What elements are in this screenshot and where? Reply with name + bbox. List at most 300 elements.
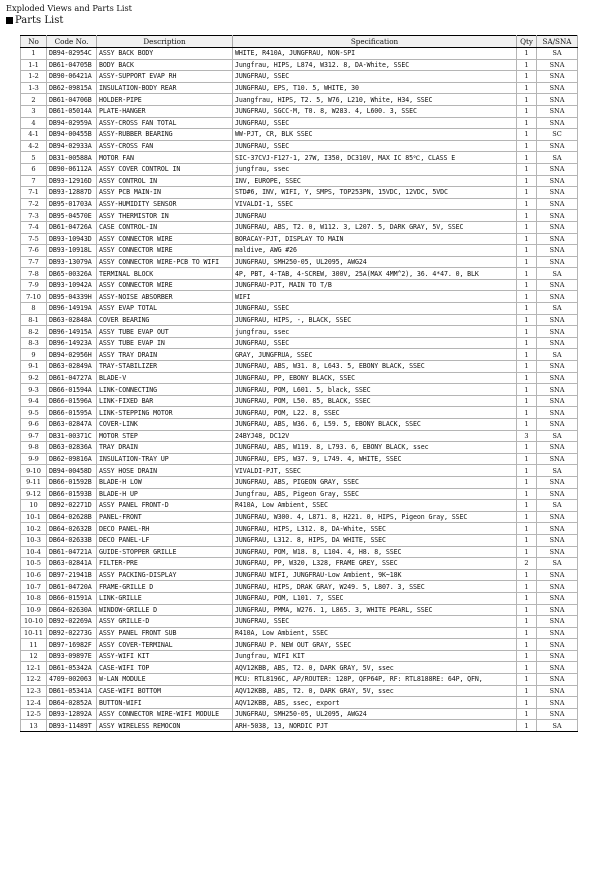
cell-no: 7-10 [21, 291, 47, 303]
table-row [21, 233, 578, 245]
table-row [21, 163, 578, 175]
cell-sa-sna: SNA [537, 523, 578, 535]
cell-sa-sna: SNA [537, 117, 578, 129]
cell-qty: 1 [517, 337, 537, 349]
cell-specification: JUNGFRAU, SMH250-05, UL2095, AWG24 [233, 256, 517, 268]
cell-no: 1-3 [21, 82, 47, 94]
cell-description: ASSY PACKING-DISPLAY [97, 569, 233, 581]
cell-no: 13 [21, 720, 47, 732]
cell-qty: 1 [517, 140, 537, 152]
cell-qty: 1 [517, 198, 537, 210]
cell-specification: WHITE, R410A, JUNGFRAU, NON-SPI [233, 48, 517, 60]
cell-qty: 1 [517, 569, 537, 581]
cell-code: DB90-06421A [47, 71, 97, 83]
cell-specification: JUNGFRAU, HIPS, -, BLACK, SSEC [233, 314, 517, 326]
column-header-code: Code No. [47, 36, 97, 48]
table-row [21, 314, 578, 326]
cell-description: ASSY PANEL FRONT-D [97, 500, 233, 512]
cell-sa-sna: SNA [537, 210, 578, 222]
cell-code: DB96-14915A [47, 326, 97, 338]
cell-no: 11 [21, 639, 47, 651]
cell-no: 4 [21, 117, 47, 129]
cell-qty: 1 [517, 163, 537, 175]
cell-qty: 1 [517, 291, 537, 303]
cell-description: MOTOR FAN [97, 152, 233, 164]
cell-qty: 1 [517, 500, 537, 512]
cell-qty: 1 [517, 117, 537, 129]
cell-no: 10-7 [21, 581, 47, 593]
cell-sa-sna: SNA [537, 221, 578, 233]
cell-qty: 1 [517, 627, 537, 639]
cell-no: 8 [21, 303, 47, 315]
cell-code: DB66-01593B [47, 488, 97, 500]
section-title-text: Parts List [15, 15, 64, 26]
table-row [21, 152, 578, 164]
cell-sa-sna: SNA [537, 650, 578, 662]
cell-description: ASSY CONNECTOR WIRE-WIFI MODULE [97, 708, 233, 720]
cell-no: 7-6 [21, 245, 47, 257]
cell-qty: 1 [517, 279, 537, 291]
cell-code: DB63-02836A [47, 442, 97, 454]
cell-sa-sna: SNA [537, 685, 578, 697]
section-title [6, 15, 63, 26]
cell-specification: AQV12KBB, ABS, ssec, export [233, 697, 517, 709]
cell-no: 9-1 [21, 361, 47, 373]
cell-qty: 1 [517, 442, 537, 454]
cell-no: 7-9 [21, 279, 47, 291]
cell-no: 10-1 [21, 511, 47, 523]
cell-qty: 3 [517, 430, 537, 442]
cell-no: 10-3 [21, 534, 47, 546]
table-row [21, 476, 578, 488]
cell-code: DB96-14919A [47, 303, 97, 315]
cell-description: ASSY COVER-TERMINAL [97, 639, 233, 651]
cell-description: GUIDE-STOPPER GRILLE [97, 546, 233, 558]
cell-qty: 1 [517, 152, 537, 164]
cell-code: DB94-02954C [47, 48, 97, 60]
cell-code: DB94-00458D [47, 465, 97, 477]
cell-code: DB61-05341A [47, 685, 97, 697]
cell-code: DB31-00371C [47, 430, 97, 442]
cell-specification: BORACAY-PJT, DISPLAY TO MAIN [233, 233, 517, 245]
table-row [21, 569, 578, 581]
cell-sa-sna: SA [537, 152, 578, 164]
cell-no: 4-1 [21, 129, 47, 141]
cell-specification: JUNGFRAU, POM, W18. 8, L104. 4, H8. 8, SSEC [233, 546, 517, 558]
cell-description: CASE-WIFI TOP [97, 662, 233, 674]
cell-specification: VIVALDI-1, SSEC [233, 198, 517, 210]
cell-no: 10-2 [21, 523, 47, 535]
cell-description: PANEL-FRONT [97, 511, 233, 523]
cell-sa-sna: SA [537, 465, 578, 477]
cell-description: BLADE-H UP [97, 488, 233, 500]
column-header-no: No [21, 36, 47, 48]
cell-sa-sna: SNA [537, 674, 578, 686]
cell-sa-sna: SA [537, 720, 578, 732]
table-row [21, 268, 578, 280]
cell-sa-sna: SNA [537, 395, 578, 407]
cell-code: DB61-04726A [47, 221, 97, 233]
cell-code: DB93-10943D [47, 233, 97, 245]
cell-qty: 1 [517, 650, 537, 662]
cell-description: TRAY-STABILIZER [97, 361, 233, 373]
cell-specification: JUNGFRAU, PMMA, W276. 1, L865. 3, WHITE PEARL, SSEC [233, 604, 517, 616]
table-row [21, 708, 578, 720]
cell-specification: MCU: RTL8196C, AP/ROUTER: 128P, QFP64P, RF: RTL8188RE: 64P, QFN, [233, 674, 517, 686]
cell-description: ASSY TUBE EVAP OUT [97, 326, 233, 338]
cell-specification: JUNGFRAU, POM, L101. 7, SSEC [233, 592, 517, 604]
cell-qty: 1 [517, 245, 537, 257]
cell-sa-sna: SNA [537, 476, 578, 488]
cell-code: DB93-09897E [47, 650, 97, 662]
cell-specification: SIC-37CVJ-F127-1, 27W, I350, DC310V, MAX IC 85℃, CLASS E [233, 152, 517, 164]
cell-code: DB62-09816A [47, 453, 97, 465]
table-row [21, 384, 578, 396]
table-row [21, 82, 578, 94]
cell-qty: 1 [517, 685, 537, 697]
cell-specification: JUNGFRAU, POM, L601. 5, black, SSEC [233, 384, 517, 396]
cell-description: ASSY CONNECTOR WIRE [97, 233, 233, 245]
cell-code: 4709-002063 [47, 674, 97, 686]
table-row [21, 326, 578, 338]
cell-sa-sna: SNA [537, 291, 578, 303]
cell-specification: JUNGFRAU, PP, EBONY BLACK, SSEC [233, 372, 517, 384]
cell-qty: 2 [517, 558, 537, 570]
cell-code: DB65-00326A [47, 268, 97, 280]
table-row [21, 105, 578, 117]
cell-description: ASSY COVER CONTROL IN [97, 163, 233, 175]
cell-description: TERMINAL BLOCK [97, 268, 233, 280]
table-row [21, 372, 578, 384]
cell-code: DB61-04727A [47, 372, 97, 384]
cell-sa-sna: SNA [537, 604, 578, 616]
cell-no: 9-3 [21, 384, 47, 396]
cell-description: ASSY-SUPPORT EVAP RH [97, 71, 233, 83]
cell-no: 8-2 [21, 326, 47, 338]
table-row [21, 129, 578, 141]
cell-description: LINK-STEPPING MOTOR [97, 407, 233, 419]
cell-no: 9-11 [21, 476, 47, 488]
table-row [21, 442, 578, 454]
cell-description: ASSY-CROSS FAN [97, 140, 233, 152]
cell-specification: 24BYJ48, DC12V [233, 430, 517, 442]
cell-specification: JUNGFRAU, SMH250-05, UL2095, AWG24 [233, 708, 517, 720]
cell-qty: 1 [517, 71, 537, 83]
cell-specification: Jungfrau, WIFI KIT [233, 650, 517, 662]
cell-sa-sna: SNA [537, 534, 578, 546]
cell-code: DB64-02633B [47, 534, 97, 546]
table-row [21, 94, 578, 106]
cell-code: DB63-02841A [47, 558, 97, 570]
table-row [21, 500, 578, 512]
cell-sa-sna: SNA [537, 581, 578, 593]
cell-specification: R410A, Low Ambient, SSEC [233, 627, 517, 639]
cell-code: DB95-01703A [47, 198, 97, 210]
table-row [21, 558, 578, 570]
cell-no: 12-3 [21, 685, 47, 697]
cell-specification: JUNGFRAU, POM, L22. 8, SSEC [233, 407, 517, 419]
cell-sa-sna: SNA [537, 419, 578, 431]
cell-sa-sna: SNA [537, 82, 578, 94]
cell-specification: JUNGFRAU, ABS, W119. 8, L793. 6, EBONY BLACK, ssec [233, 442, 517, 454]
cell-qty: 1 [517, 221, 537, 233]
cell-code: DB61-04706B [47, 94, 97, 106]
table-row [21, 662, 578, 674]
cell-description: ASSY TUBE EVAP IN [97, 337, 233, 349]
cell-qty: 1 [517, 175, 537, 187]
cell-qty: 1 [517, 384, 537, 396]
cell-specification: JUNGFRAU, ABS, W36. 6, L59. 5, EBONY BLACK, SSEC [233, 419, 517, 431]
cell-specification: JUNGFRAU, SSEC [233, 140, 517, 152]
cell-qty: 1 [517, 187, 537, 199]
cell-no: 9-12 [21, 488, 47, 500]
cell-code: DB62-09815A [47, 82, 97, 94]
cell-specification: JUNGFRAU-PJT, MAIN TO T/B [233, 279, 517, 291]
table-row [21, 245, 578, 257]
cell-specification: JUNGFRAU WIFI, JUNGFRAU-Low Ambient, 9K~18K [233, 569, 517, 581]
cell-description: ASSY CONNECTOR WIRE [97, 279, 233, 291]
cell-code: DB66-01596A [47, 395, 97, 407]
cell-specification: jungfrau, ssec [233, 326, 517, 338]
table-row [21, 117, 578, 129]
table-row [21, 639, 578, 651]
cell-code: DB92-02269A [47, 616, 97, 628]
cell-sa-sna: SNA [537, 175, 578, 187]
parts-table [20, 35, 578, 732]
cell-no: 12-4 [21, 697, 47, 709]
cell-sa-sna: SNA [537, 71, 578, 83]
table-row [21, 337, 578, 349]
cell-specification: JUNGFRAU, L312. 8, HIPS, DA WHITE, SSEC [233, 534, 517, 546]
cell-qty: 1 [517, 697, 537, 709]
cell-code: DB94-02933A [47, 140, 97, 152]
cell-description: TRAY DRAIN [97, 442, 233, 454]
column-header-qty: Qty [517, 36, 537, 48]
cell-description: ASSY HOSE DRAIN [97, 465, 233, 477]
cell-no: 10-9 [21, 604, 47, 616]
cell-sa-sna: SNA [537, 326, 578, 338]
cell-sa-sna: SNA [537, 163, 578, 175]
cell-no: 1-2 [21, 71, 47, 83]
cell-description: ASSY GRILLE-D [97, 616, 233, 628]
table-row [21, 650, 578, 662]
cell-description: LINK-FIXED BAR [97, 395, 233, 407]
cell-sa-sna: SNA [537, 314, 578, 326]
cell-specification: maldive, AWG #26 [233, 245, 517, 257]
cell-code: DB61-04721A [47, 546, 97, 558]
cell-code: DB93-12892A [47, 708, 97, 720]
table-row [21, 407, 578, 419]
table-row [21, 221, 578, 233]
cell-sa-sna: SNA [537, 616, 578, 628]
cell-qty: 1 [517, 105, 537, 117]
cell-no: 10-4 [21, 546, 47, 558]
table-row [21, 187, 578, 199]
cell-qty: 1 [517, 233, 537, 245]
cell-description: DECO PANEL-RH [97, 523, 233, 535]
cell-specification: 4P, PBT, 4-TAB, 4-SCREW, 300V, 25A(MAX 4MM^2), 36. 4*47. 0, BLK [233, 268, 517, 280]
cell-sa-sna: SNA [537, 59, 578, 71]
cell-no: 7-3 [21, 210, 47, 222]
cell-code: DB90-06112A [47, 163, 97, 175]
table-row [21, 465, 578, 477]
cell-description: ASSY BACK BODY [97, 48, 233, 60]
cell-qty: 1 [517, 465, 537, 477]
cell-specification: STD#6, INV, WIFI, Y, SMPS, TOP253PN, 15VDC, 12VDC, 5VDC [233, 187, 517, 199]
table-row [21, 419, 578, 431]
cell-description: ASSY-HUMIDITY SENSOR [97, 198, 233, 210]
cell-no: 10-6 [21, 569, 47, 581]
cell-sa-sna: SNA [537, 546, 578, 558]
cell-sa-sna: SA [537, 558, 578, 570]
cell-specification: Jungfrau, ABS, Pigeon Gray, SSEC [233, 488, 517, 500]
cell-sa-sna: SNA [537, 453, 578, 465]
cell-sa-sna: SNA [537, 708, 578, 720]
table-row [21, 674, 578, 686]
cell-code: DB92-02273G [47, 627, 97, 639]
table-row [21, 581, 578, 593]
cell-no: 7-5 [21, 233, 47, 245]
table-row [21, 395, 578, 407]
cell-specification: jungfrau, ssec [233, 163, 517, 175]
cell-no: 8-1 [21, 314, 47, 326]
cell-specification: JUNGFRAU, ABS, PIGEON GRAY, SSEC [233, 476, 517, 488]
cell-specification: JUNGFRAU, SSEC [233, 71, 517, 83]
cell-specification: JUNGFRAU, EPS, W37. 9, L749. 4, WHITE, SSEC [233, 453, 517, 465]
cell-sa-sna: SNA [537, 187, 578, 199]
cell-code: DB92-02271D [47, 500, 97, 512]
table-row [21, 616, 578, 628]
cell-no: 12-1 [21, 662, 47, 674]
cell-no: 12 [21, 650, 47, 662]
cell-qty: 1 [517, 534, 537, 546]
document-header: Exploded Views and Parts List [6, 3, 132, 13]
cell-no: 9-7 [21, 430, 47, 442]
cell-specification: JUNGFRAU, EPS, T10. 5, WHITE, 30 [233, 82, 517, 94]
cell-description: BLADE-H LOW [97, 476, 233, 488]
cell-no: 6 [21, 163, 47, 175]
cell-description: W-LAN MODULE [97, 674, 233, 686]
cell-description: PLATE-HANGER [97, 105, 233, 117]
column-header-specification: Specification [233, 36, 517, 48]
cell-sa-sna: SA [537, 268, 578, 280]
cell-sa-sna: SA [537, 500, 578, 512]
cell-sa-sna: SC [537, 129, 578, 141]
cell-specification: JUNGFRAU, POM, L50. 85, BLACK, SSEC [233, 395, 517, 407]
table-row [21, 453, 578, 465]
cell-description: INSULATION-BODY REAR [97, 82, 233, 94]
cell-description: INSULATION-TRAY UP [97, 453, 233, 465]
cell-description: LINK-GRILLE [97, 592, 233, 604]
cell-description: BUTTON-WIFI [97, 697, 233, 709]
cell-sa-sna: SA [537, 430, 578, 442]
cell-description: COVER BEARING [97, 314, 233, 326]
cell-sa-sna: SNA [537, 511, 578, 523]
cell-code: DB61-05342A [47, 662, 97, 674]
table-row [21, 210, 578, 222]
cell-no: 10-11 [21, 627, 47, 639]
table-row [21, 546, 578, 558]
cell-qty: 1 [517, 592, 537, 604]
column-header-sa-sna: SA/SNA [537, 36, 578, 48]
cell-no: 9 [21, 349, 47, 361]
cell-description: ASSY-RUBBER BEARING [97, 129, 233, 141]
cell-qty: 1 [517, 720, 537, 732]
cell-sa-sna: SNA [537, 372, 578, 384]
cell-no: 5 [21, 152, 47, 164]
cell-description: BODY BACK [97, 59, 233, 71]
cell-description: FILTER-PRE [97, 558, 233, 570]
cell-code: DB66-01591A [47, 592, 97, 604]
cell-code: DB64-02628B [47, 511, 97, 523]
table-row [21, 349, 578, 361]
cell-qty: 1 [517, 419, 537, 431]
cell-qty: 1 [517, 314, 537, 326]
cell-sa-sna: SA [537, 48, 578, 60]
cell-specification: JUNGFRAU, SSEC [233, 616, 517, 628]
cell-qty: 1 [517, 303, 537, 315]
cell-description: ASSY TRAY DRAIN [97, 349, 233, 361]
cell-code: DB64-02630A [47, 604, 97, 616]
cell-description: WINDOW-GRILLE D [97, 604, 233, 616]
cell-qty: 1 [517, 82, 537, 94]
cell-code: DB63-02849A [47, 361, 97, 373]
cell-sa-sna: SNA [537, 592, 578, 604]
cell-qty: 1 [517, 372, 537, 384]
cell-qty: 1 [517, 453, 537, 465]
cell-specification: JUNGFRAU, ABS, T2. 0, W112. 3, L207. 5, DARK GRAY, 5V, SSEC [233, 221, 517, 233]
column-header-description: Description [97, 36, 233, 48]
cell-qty: 1 [517, 708, 537, 720]
cell-sa-sna: SNA [537, 662, 578, 674]
cell-code: DB66-01595A [47, 407, 97, 419]
cell-no: 10 [21, 500, 47, 512]
cell-qty: 1 [517, 581, 537, 593]
cell-no: 7 [21, 175, 47, 187]
cell-description: HOLDER-PIPE [97, 94, 233, 106]
cell-specification: VIVALDI-PJT, SSEC [233, 465, 517, 477]
cell-description: DECO PANEL-LF [97, 534, 233, 546]
cell-sa-sna: SNA [537, 384, 578, 396]
cell-sa-sna: SNA [537, 361, 578, 373]
cell-no: 7-7 [21, 256, 47, 268]
cell-sa-sna: SNA [537, 245, 578, 257]
cell-specification: JUNGFRAU, SSEC [233, 337, 517, 349]
cell-specification: JUNGFRAU, SGCC-M, T0. 8, W283. 4, L600. 3, SSEC [233, 105, 517, 117]
cell-sa-sna: SNA [537, 198, 578, 210]
cell-qty: 1 [517, 546, 537, 558]
cell-code: DB95-04339H [47, 291, 97, 303]
cell-no: 9-10 [21, 465, 47, 477]
cell-no: 7-8 [21, 268, 47, 280]
cell-sa-sna: SNA [537, 488, 578, 500]
cell-description: LINK-CONNECTING [97, 384, 233, 396]
cell-qty: 1 [517, 59, 537, 71]
cell-sa-sna: SNA [537, 279, 578, 291]
cell-specification: AQV12KBB, ABS, T2. 0, DARK GRAY, 5V, ssec [233, 685, 517, 697]
table-row [21, 71, 578, 83]
table-row [21, 523, 578, 535]
cell-no: 4-2 [21, 140, 47, 152]
cell-sa-sna: SNA [537, 639, 578, 651]
table-row [21, 592, 578, 604]
cell-no: 12-2 [21, 674, 47, 686]
cell-description: ASSY-CROSS FAN TOTAL [97, 117, 233, 129]
table-row [21, 488, 578, 500]
cell-description: CASE CONTROL-IN [97, 221, 233, 233]
cell-no: 2 [21, 94, 47, 106]
cell-description: CASE-WIFI BOTTOM [97, 685, 233, 697]
